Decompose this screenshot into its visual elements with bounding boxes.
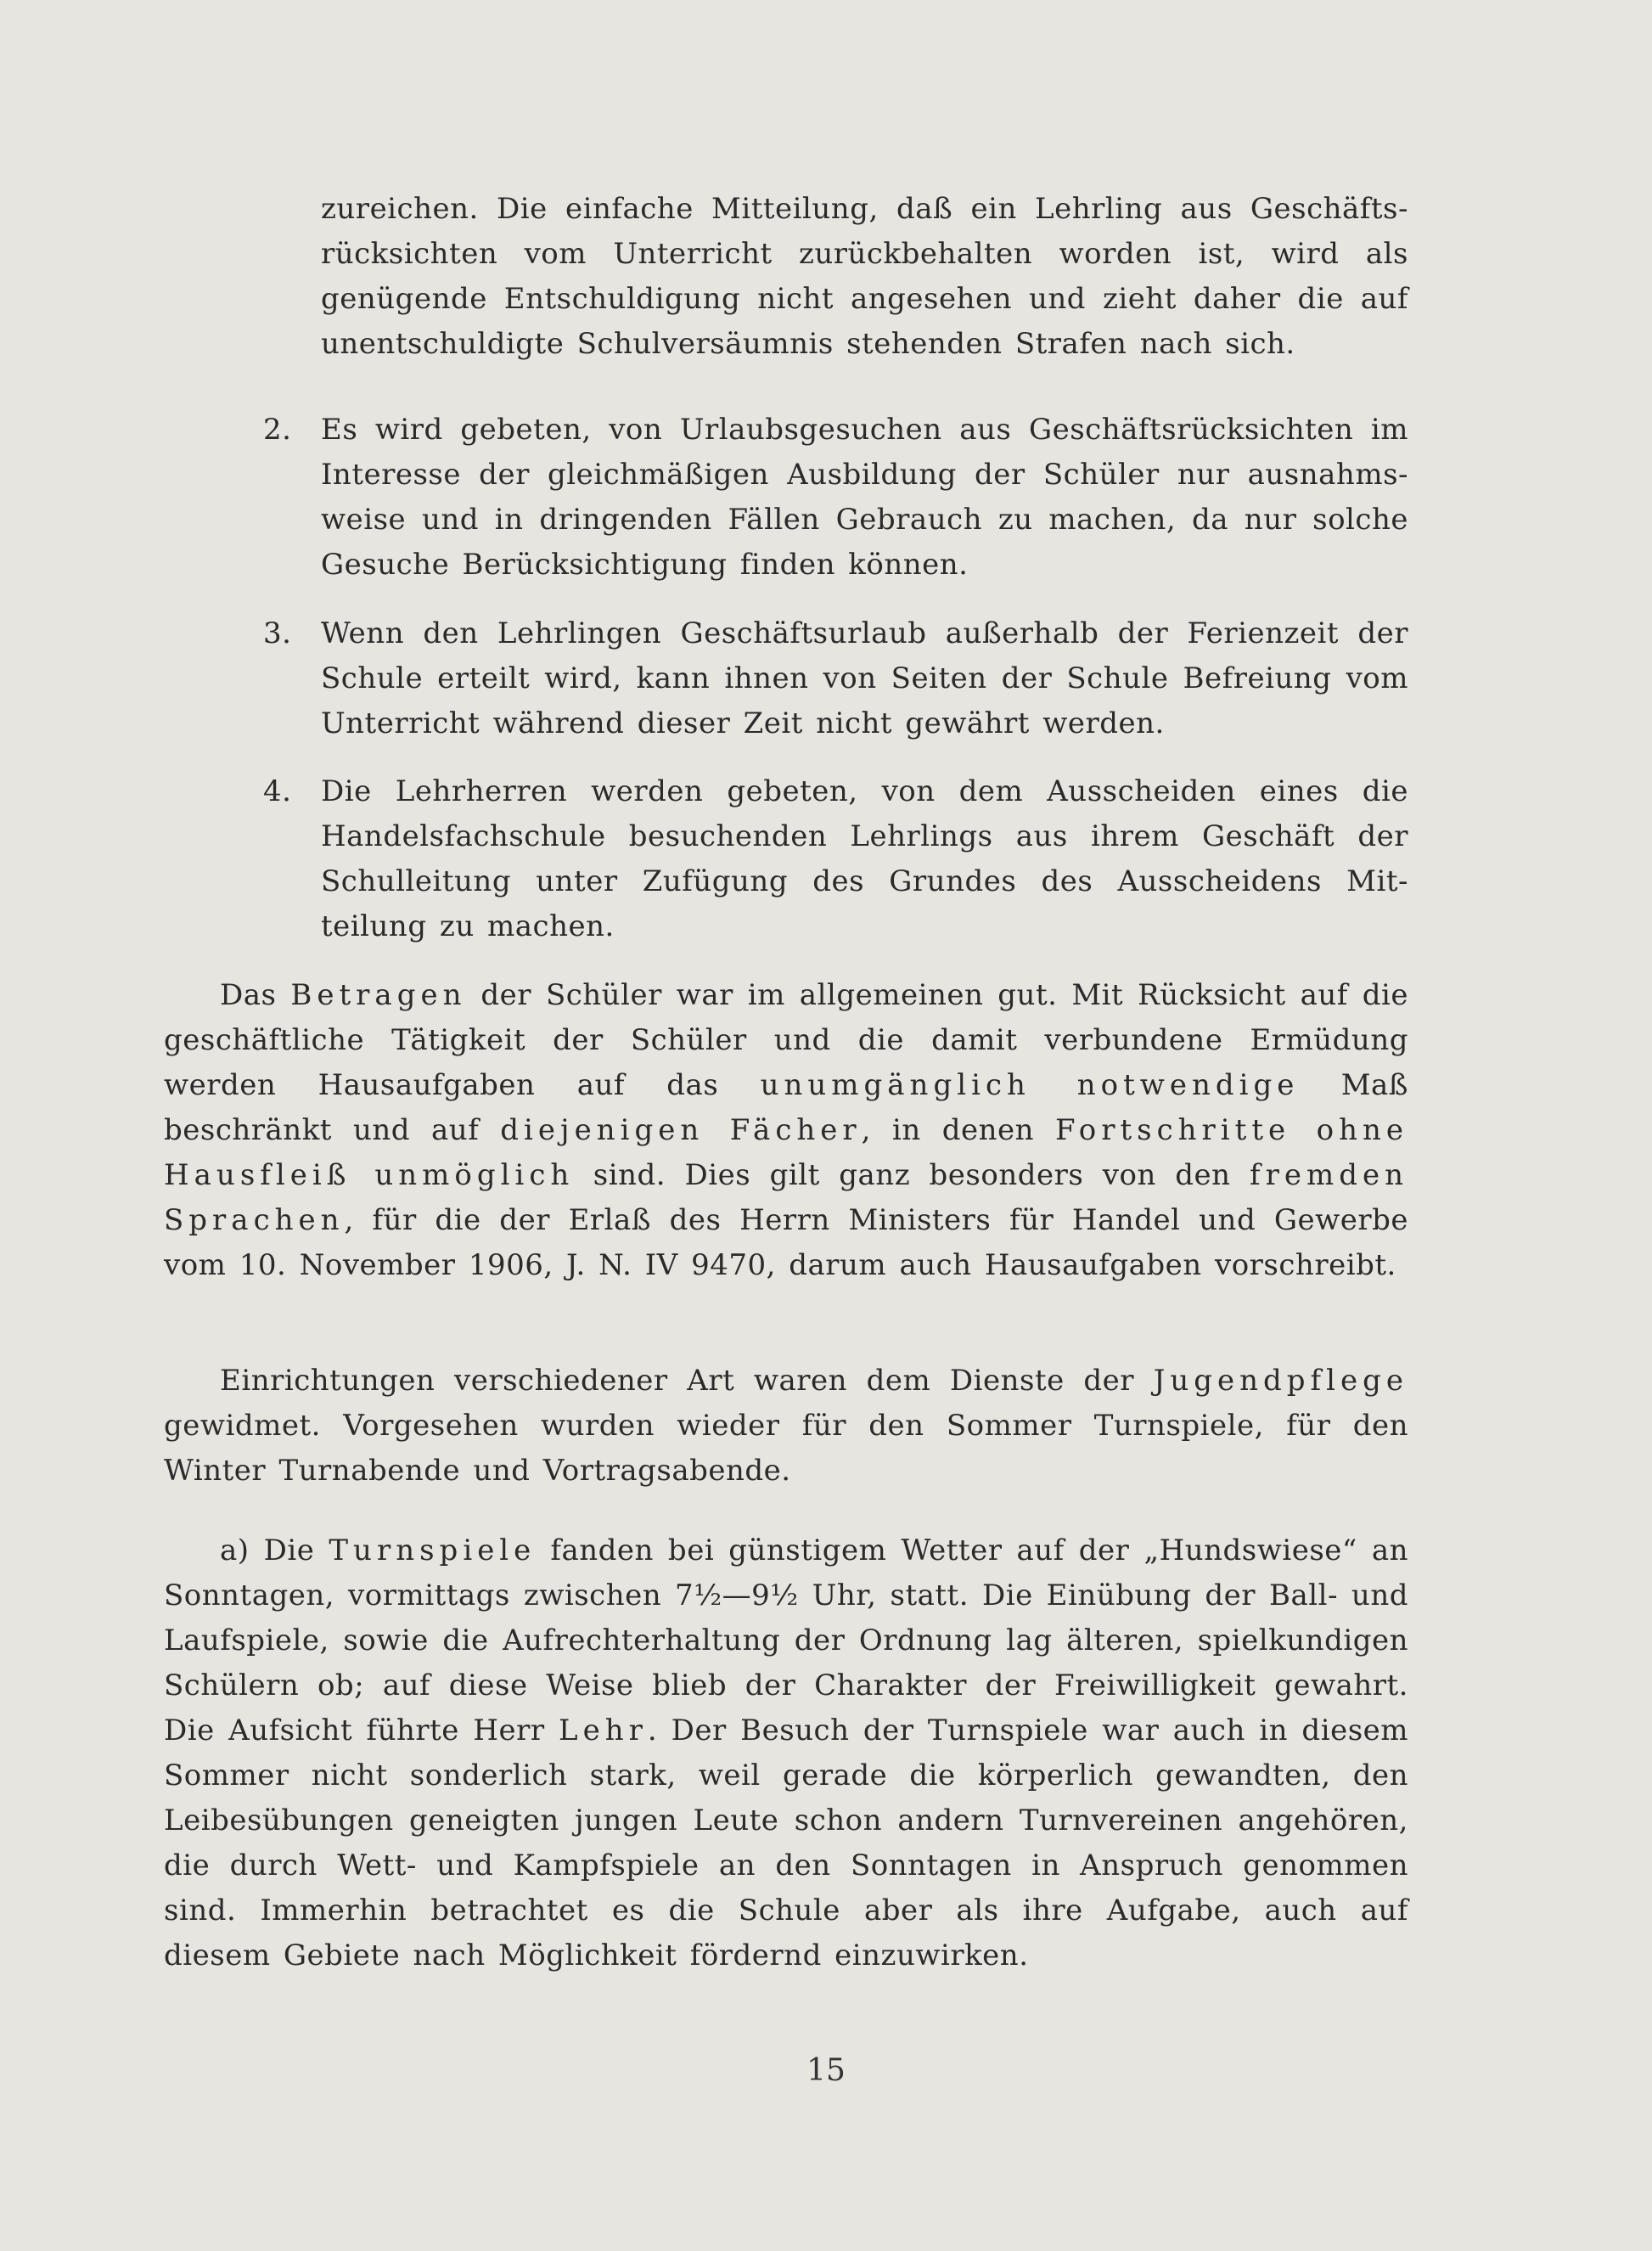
list-item-3: [263, 611, 1408, 746]
text-run: Einrichtungen verschiedener Art waren dem Dienste der: [220, 1364, 1154, 1398]
list-item-text: Wenn den Lehrlingen Geschäftsurlaub außerhalb der Ferienzeit der Schule erteilt wird, kann ihnen von Seiten der Schule Befreiung vom Unterricht während dieser Zeit nicht gewährt werden.: [321, 616, 1408, 740]
text-run: fanden bei günstigem Wetter auf der „Hundswiese“ an Sonntagen, vormittags zwischen 7½—9½ Uhr, statt. Die Einübung der Ball- und Laufspiele, sowie die Aufrechterhaltung der Ordnung lag älteren, spielkundigen Schülern ob; auf diese Weise blieb der Charakter der Freiwilligkeit gewahrt. Die Aufsicht führte Herr: [164, 1533, 1408, 1747]
emphasis-turnspiele: Turnspiele: [329, 1533, 537, 1567]
list-item-text: Die Lehrherren werden gebeten, von dem Ausscheiden eines die Handelsfachschule besuchenden Lehrlings aus ihrem Geschäft der Schulleitung unter Zufügung des Grundes des Ausscheidens Mit-teilung zu machen.: [321, 774, 1408, 943]
continuation-paragraph: zureichen. Die einfache Mitteilung, daß ein Lehrling aus Geschäfts-rücksichten vom Unterricht zurückbehalten worden ist, wird als genügende Entschuldigung nicht angesehen und zieht daher die auf unentschuldigte Schulversäumnis stehenden Strafen nach sich.: [321, 192, 1408, 361]
text-run: Maß beschränkt und auf: [164, 1068, 1408, 1147]
text-run: gewidmet. Vorgesehen wurden wieder für den Sommer Turnspiele, für den Winter Turnabende und Vortragsabende.: [164, 1409, 1408, 1488]
paragraph-jugendpflege: [164, 1359, 1408, 1494]
list-item-number: 4.: [263, 774, 292, 808]
paragraph-turnspiele: [164, 1528, 1408, 1978]
list-item-text: Es wird gebeten, von Urlaubsgesuchen aus Geschäftsrücksichten im Interesse der gleichmäßigen Ausbildung der Schüler nur ausnahms-weise und in dringenden Fällen Gebrauch zu machen, da nur solche Gesuche Berücksichtigung finden können.: [321, 413, 1408, 582]
page-number: 15: [806, 2053, 846, 2088]
list-item-2: [263, 408, 1408, 588]
list-item-number: 3.: [263, 616, 292, 650]
text-run: . Der Besuch der Turnspiele war auch in diesem Sommer nicht sonderlich stark, weil gerade die körperlich gewandten, den Leibesübungen geneigten jungen Leute schon andern Turnvereinen angehören, die durch Wett- und Kampfspiele an den Sonntagen in Anspruch genommen sind. Immerhin betrachtet es die Schule aber als ihre Aufgabe, auch auf diesem Gebiete nach Möglichkeit fördernd einzuwirken.: [164, 1714, 1409, 1972]
emphasis-unumgaenglich: unumgänglich notwendige: [760, 1068, 1300, 1102]
emphasis-betragen: Betragen: [290, 978, 467, 1012]
list-item-number: 2.: [263, 413, 292, 447]
emphasis-diejenigen-faecher: diejenigen Fächer: [500, 1113, 862, 1147]
text-run: sind. Dies gilt ganz besonders von den: [574, 1158, 1250, 1192]
text-run: Das: [220, 978, 291, 1012]
text-run: a) Die: [220, 1533, 329, 1567]
text-run: , in denen: [861, 1113, 1056, 1147]
list-item-4: [263, 769, 1408, 949]
emphasis-fremden-sprachen: fremden Sprachen: [164, 1158, 1408, 1237]
text-run: , für die der Erlaß des Herrn Ministers für Handel und Gewerbe vom 10. November 1906, J. N. IV 9470, darum auch Hausaufgaben vorschreibt.: [164, 1203, 1408, 1282]
emphasis-lehr: Lehr: [559, 1714, 648, 1747]
emphasis-fortschritte: Fortschritte ohne Hausfleiß unmöglich: [164, 1113, 1408, 1192]
text-run: der Schüler war im allgemeinen gut. Mit Rücksicht auf die geschäftliche Tätigkeit der Schüler und die damit verbundene Ermüdung werden Hausaufgaben auf das: [164, 978, 1408, 1102]
emphasis-jugendpflege: Jugendpflege: [1153, 1364, 1408, 1398]
paragraph-betragen: [164, 973, 1408, 1288]
